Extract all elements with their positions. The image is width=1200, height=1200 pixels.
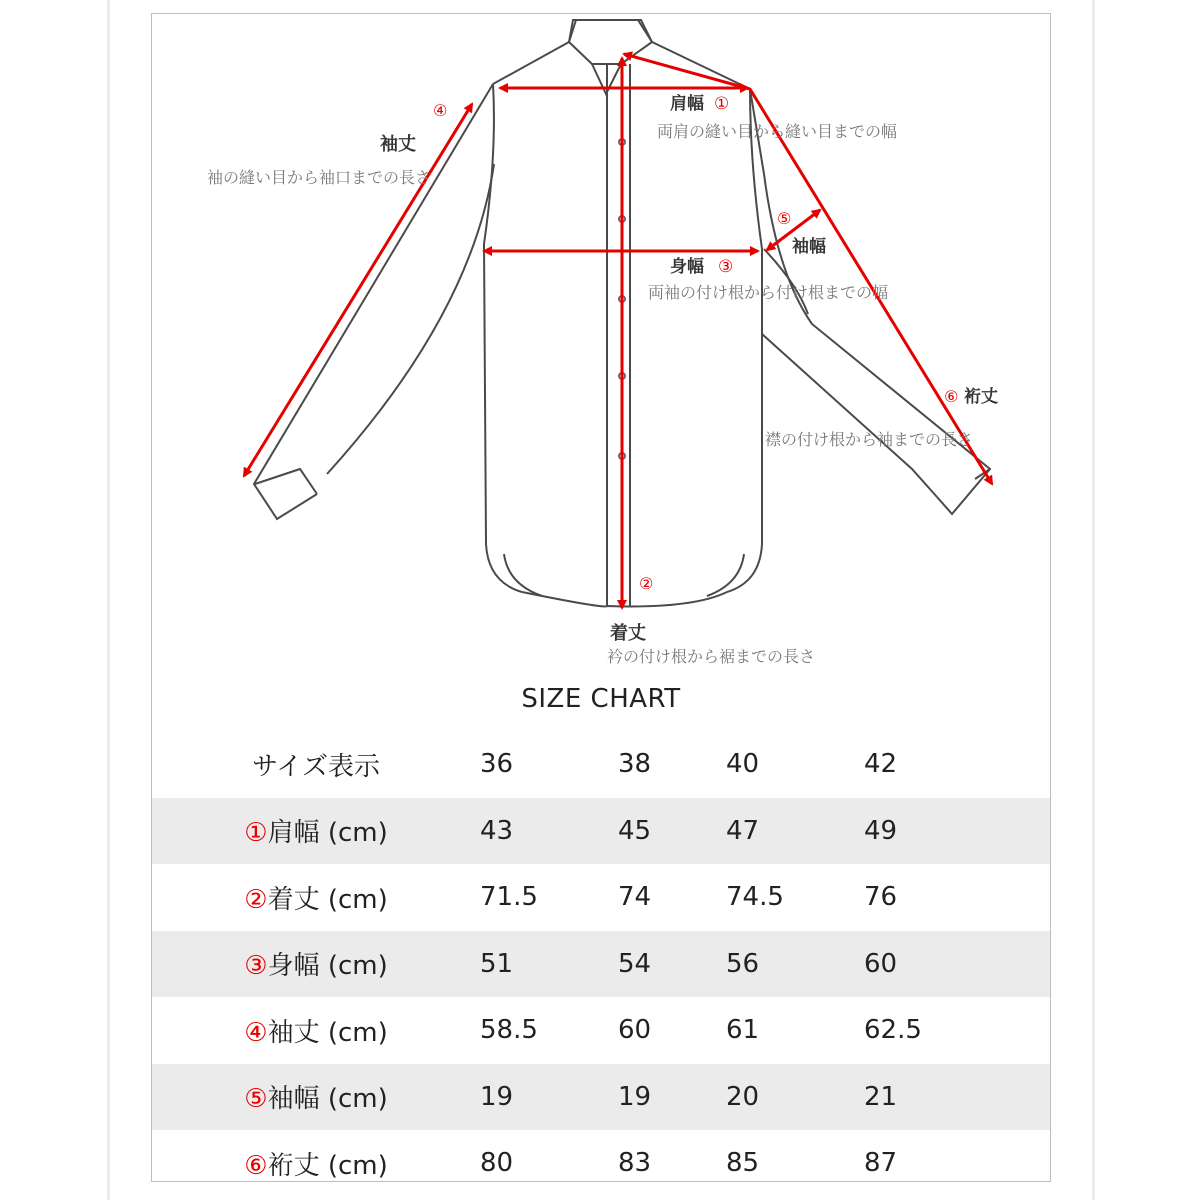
table-cell: 47 [726, 798, 864, 865]
sleeve-width-num: ⑤ [777, 209, 792, 228]
table-cell: 51 [480, 931, 618, 998]
row-number: ① [244, 818, 268, 849]
row-label: 着丈 (cm) [267, 884, 388, 915]
table-cell: 60 [864, 931, 1050, 998]
size-chart-title: SIZE CHART [521, 684, 681, 714]
yuki-num: ⑥ [944, 387, 959, 406]
size-cell: 42 [864, 749, 898, 780]
shoulder-desc: 両肩の縫い目から縫い目までの幅 [657, 122, 898, 141]
row-number: ④ [244, 1017, 268, 1048]
table-cell: 54 [618, 931, 726, 998]
shoulder-num: ① [714, 94, 730, 114]
table-cell: 76 [864, 882, 898, 913]
size-header-label: サイズ表示 [252, 751, 380, 782]
sleeve-length-arrow-icon [244, 104, 472, 476]
shoulder-title: 肩幅 [670, 94, 704, 114]
table-cell: 80 [480, 1148, 514, 1179]
length-num: ② [639, 574, 654, 593]
table-row [152, 798, 1050, 865]
row-number: ② [244, 884, 268, 915]
body-desc: 両袖の付け根から付け根までの幅 [648, 283, 889, 302]
table-cell: 19 [480, 1064, 618, 1131]
length-desc: 衿の付け根から裾までの長さ [607, 647, 816, 666]
size-guide-panel [151, 13, 1051, 1182]
table-row [152, 1064, 1050, 1131]
row-label: 袖丈 (cm) [267, 1017, 388, 1048]
yuki-title: 裄丈 [964, 387, 998, 407]
yuki-desc: 襟の付け根から袖までの長さ [765, 430, 974, 449]
table-row [152, 931, 1050, 998]
length-title: 着丈 [610, 623, 646, 644]
table-cell: 83 [618, 1148, 652, 1179]
row-label: 身幅 (cm) [267, 951, 388, 982]
row-number: ⑥ [244, 1150, 268, 1181]
size-cell: 36 [480, 749, 514, 780]
size-table [152, 731, 1050, 1182]
table-cell: 85 [726, 1148, 760, 1179]
shirt-measurement-diagram [152, 14, 1050, 679]
sleeve-title: 袖丈 [380, 134, 416, 155]
row-label: 袖幅 (cm) [267, 1084, 388, 1115]
right-page-rule [1092, 0, 1095, 1200]
table-cell: 20 [726, 1064, 864, 1131]
sleeve-width-title: 袖幅 [792, 237, 826, 257]
table-cell: 87 [864, 1148, 898, 1179]
table-cell: 60 [618, 1015, 652, 1046]
table-row [152, 997, 1050, 1064]
size-header-row [152, 731, 1050, 798]
table-row [152, 1130, 1050, 1182]
row-number: ③ [244, 951, 268, 982]
table-cell: 19 [618, 1064, 726, 1131]
row-label: 裄丈 (cm) [267, 1150, 388, 1181]
left-page-rule [107, 0, 110, 1200]
table-cell: 58.5 [480, 1015, 538, 1046]
table-cell: 74.5 [726, 882, 784, 913]
row-number: ⑤ [244, 1084, 268, 1115]
body-num: ③ [718, 257, 734, 277]
table-cell: 61 [726, 1015, 760, 1046]
table-cell: 45 [618, 798, 726, 865]
size-cell: 38 [618, 749, 652, 780]
sleeve-num: ④ [433, 101, 448, 120]
body-title: 身幅 [670, 257, 704, 277]
table-cell: 21 [864, 1064, 1050, 1131]
size-cell: 40 [726, 749, 760, 780]
table-cell: 49 [864, 798, 1050, 865]
table-row [152, 864, 1050, 931]
sleeve-desc: 袖の縫い目から袖口までの長さ [207, 168, 432, 187]
table-cell: 43 [480, 798, 618, 865]
row-label: 肩幅 (cm) [267, 818, 388, 849]
table-cell: 56 [726, 931, 864, 998]
table-cell: 62.5 [864, 1015, 922, 1046]
table-cell: 74 [618, 882, 652, 913]
table-cell: 71.5 [480, 882, 538, 913]
